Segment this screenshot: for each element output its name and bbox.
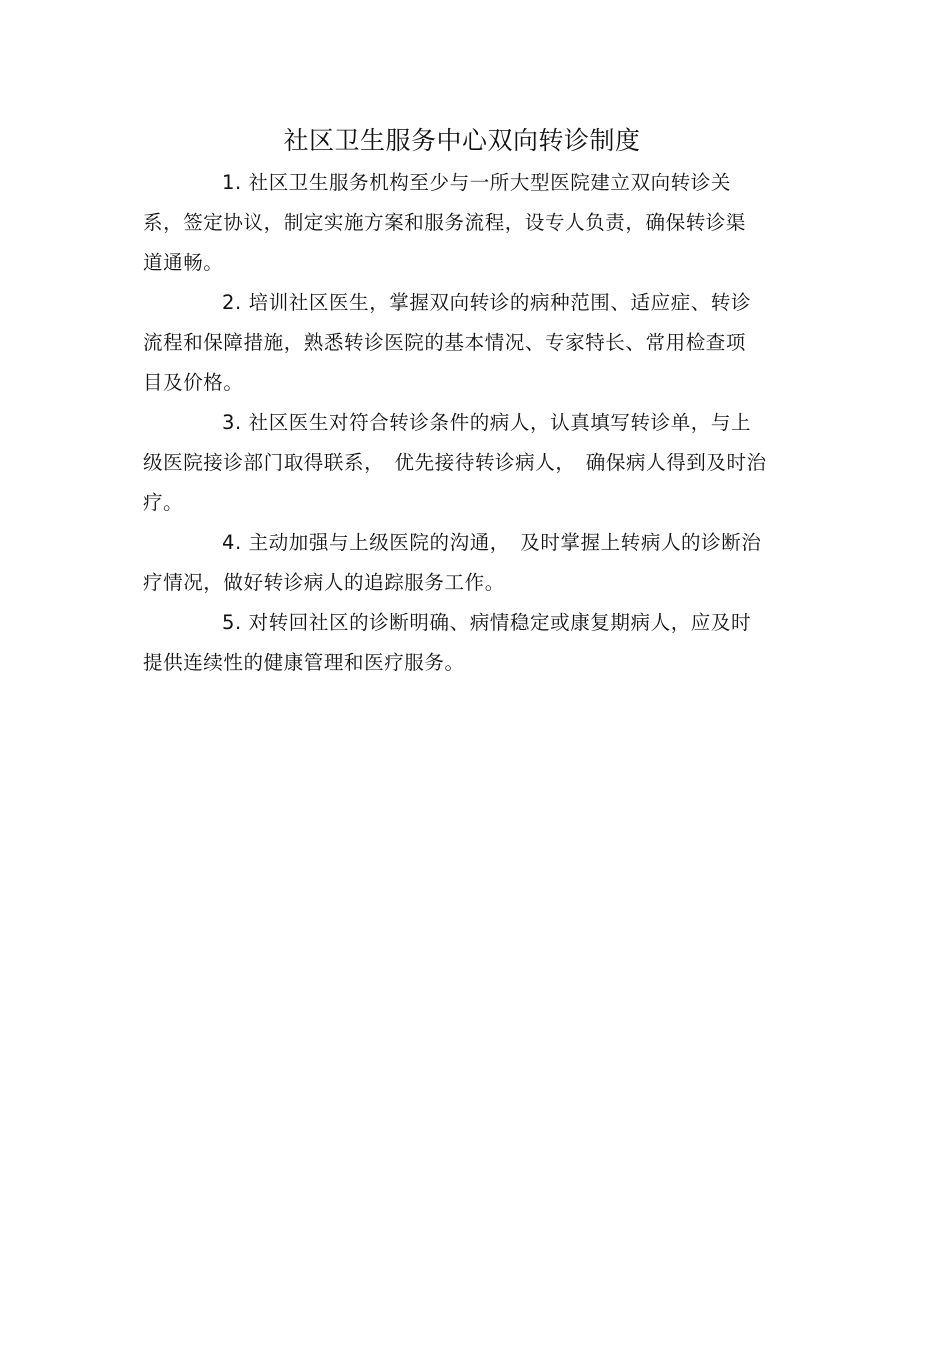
- item-4-line-1: 4. 主动加强与上级医院的沟通， 及时掌握上转病人的诊断治: [222, 531, 762, 554]
- item-1-line-2: 系，签定协议，制定实施方案和服务流程，设专人负责，确保转诊渠: [143, 211, 747, 234]
- item-5-line-2: 提供连续性的健康管理和医疗服务。: [143, 651, 465, 674]
- item-3-line-1: 3. 社区医生对符合转诊条件的病人，认真填写转诊单，与上: [222, 411, 752, 434]
- item-2-line-1: 2. 培训社区医生，掌握双向转诊的病种范围、适应症、转诊: [222, 291, 752, 314]
- item-3-line-3: 疗。: [143, 491, 184, 514]
- document-title: 社区卫生服务中心双向转诊制度: [283, 126, 641, 155]
- item-1-line-3: 道通畅。: [143, 251, 224, 274]
- item-1-line-1: 1. 社区卫生服务机构至少与一所大型医院建立双向转诊关: [222, 171, 732, 194]
- item-5-line-1: 5. 对转回社区的诊断明确、病情稳定或康复期病人，应及时: [222, 611, 752, 634]
- item-4-line-2: 疗情况，做好转诊病人的追踪服务工作。: [143, 571, 505, 594]
- item-2-line-2: 流程和保障措施，熟悉转诊医院的基本情况、专家特长、常用检查项: [143, 331, 747, 354]
- item-3-line-2: 级医院接诊部门取得联系， 优先接待转诊病人， 确保病人得到及时治: [143, 451, 767, 474]
- item-2-line-3: 目及价格。: [143, 371, 244, 394]
